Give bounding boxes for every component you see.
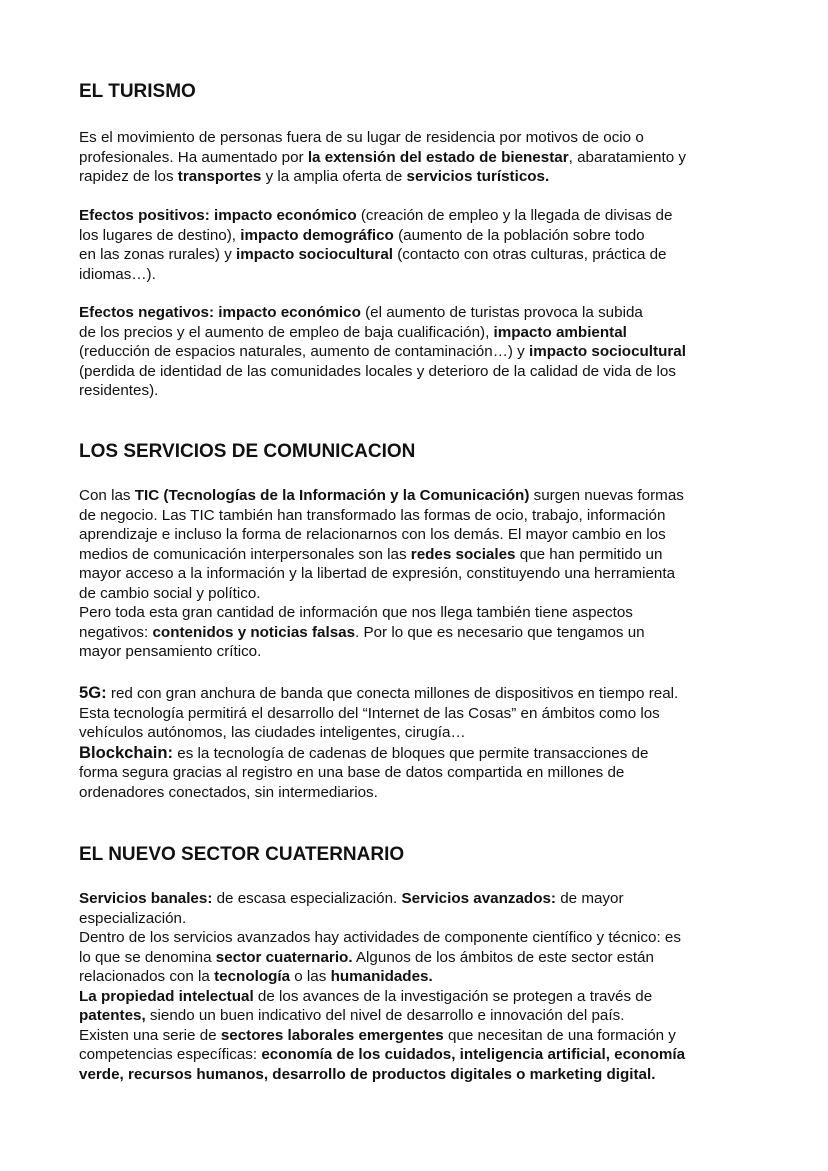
text-run: es la tecnología de cadenas de bloques que permite transacciones de bbox=[173, 744, 649, 762]
paragraph-efectos-positivos bbox=[79, 206, 759, 284]
text-run: . Por lo que es necesario que tengamos un bbox=[355, 623, 645, 641]
paragraph-tic bbox=[79, 486, 759, 662]
text-run: Algunos de los ámbitos de este sector están bbox=[352, 948, 654, 966]
bold-term: La propiedad intelectual bbox=[79, 987, 254, 1005]
bold-term: impacto ambiental bbox=[493, 323, 627, 341]
text-run: de negocio. Las TIC también han transformado las formas de ocio, trabajo, información bbox=[79, 506, 666, 524]
text-run: de escasa especialización. bbox=[212, 890, 402, 907]
text-run: Esta tecnología permitirá el desarrollo del “Internet de las Cosas” en ámbitos como los bbox=[79, 704, 660, 722]
text-run: negativos: bbox=[79, 623, 153, 641]
paragraph-efectos-negativos bbox=[79, 303, 759, 401]
text-run: (contacto con otras culturas, práctica de bbox=[393, 246, 667, 263]
text-run: aprendizaje e incluso la forma de relacionarnos con los demás. El mayor cambio en los bbox=[79, 526, 666, 543]
text-run: (perdida de identidad de las comunidades locales y deterioro de la calidad de vida de los bbox=[79, 362, 676, 380]
text-run: siendo un buen indicativo del nivel de desarrollo e innovación del país. bbox=[145, 1007, 625, 1024]
bold-term: impacto demográfico bbox=[240, 226, 394, 244]
text-run: rapidez de los bbox=[79, 168, 178, 185]
bold-term: patentes, bbox=[79, 1007, 146, 1024]
text-run: los lugares de destino), bbox=[79, 226, 241, 244]
bold-term: verde, recursos humanos, desarrollo de productos digitales o marketing digital. bbox=[79, 1065, 656, 1083]
text-run: lo que se denomina bbox=[79, 948, 216, 966]
bold-term: tecnología bbox=[214, 968, 291, 985]
text-run: competencias específicas: bbox=[79, 1046, 262, 1063]
text-run: Pero toda esta gran cantidad de información que nos llega también tiene aspectos bbox=[79, 604, 633, 621]
paragraph-turismo-intro bbox=[79, 128, 759, 187]
text-run: profesionales. Ha aumentado por bbox=[79, 148, 308, 166]
text-run: (el aumento de turistas provoca la subida bbox=[360, 304, 643, 321]
text-run: medios de comunicación interpersonales son las bbox=[79, 545, 411, 563]
bold-term: sector cuaternario. bbox=[215, 948, 353, 966]
bold-term: Servicios avanzados: bbox=[401, 890, 556, 907]
text-run: en las zonas rurales) y bbox=[79, 246, 237, 263]
bold-term: humanidades. bbox=[330, 968, 433, 985]
text-run: y la amplia oferta de bbox=[261, 168, 407, 185]
text-run: mayor pensamiento crítico. bbox=[79, 643, 262, 660]
text-run: Es el movimiento de personas fuera de su lugar de residencia por motivos de ocio o bbox=[79, 129, 644, 146]
section-title-turismo: EL TURISMO bbox=[79, 81, 196, 102]
text-run: o las bbox=[290, 968, 331, 985]
bold-term: Efectos negativos: impacto económico bbox=[79, 304, 361, 321]
text-run: especialización. bbox=[79, 909, 187, 927]
paragraph-cuaternario bbox=[79, 889, 759, 1084]
text-run: (creación de empleo y la llegada de divisas de bbox=[356, 207, 673, 224]
bold-term: Blockchain: bbox=[79, 742, 174, 762]
bold-term: TIC (Tecnologías de la Información y la Comunicación) bbox=[134, 487, 530, 504]
text-run: (reducción de espacios naturales, aumento de contaminación…) y bbox=[79, 343, 529, 360]
bold-term: Efectos positivos: impacto económico bbox=[79, 207, 357, 224]
section-title-cuaternario: EL NUEVO SECTOR CUATERNARIO bbox=[79, 844, 405, 865]
paragraph-5g-blockchain bbox=[79, 683, 759, 802]
text-run: de los precios y el aumento de empleo de baja cualificación), bbox=[79, 323, 494, 341]
text-run: Con las bbox=[79, 487, 135, 504]
text-run: de los avances de la investigación se protegen a través de bbox=[253, 987, 653, 1005]
text-run: , abaratamiento y bbox=[568, 148, 686, 166]
bold-term: economía de los cuidados, inteligencia artificial, economía bbox=[261, 1046, 686, 1063]
bold-term: servicios turísticos. bbox=[406, 168, 550, 185]
text-run: red con gran anchura de banda que conecta millones de dispositivos en tiempo real. bbox=[106, 685, 679, 702]
text-run: vehículos autónomos, las ciudades inteligentes, cirugía… bbox=[79, 724, 466, 741]
text-run: (aumento de la población sobre todo bbox=[393, 226, 645, 244]
text-run: que necesitan de una formación y bbox=[443, 1026, 676, 1044]
bold-term: sectores laborales emergentes bbox=[220, 1026, 444, 1044]
text-run: ordenadores conectados, sin intermediarios. bbox=[79, 783, 378, 801]
bold-term: 5G: bbox=[79, 683, 107, 702]
text-run: mayor acceso a la información y la libertad de expresión, constituyendo una herramienta bbox=[79, 565, 676, 582]
bold-term: transportes bbox=[177, 168, 262, 185]
text-run: de cambio social y político. bbox=[79, 584, 261, 602]
section-title-comunicacion: LOS SERVICIOS DE COMUNICACION bbox=[79, 441, 416, 462]
text-run: Dentro de los servicios avanzados hay actividades de componente científico y técnico: es bbox=[79, 929, 681, 946]
bold-term: redes sociales bbox=[410, 545, 516, 563]
bold-term: Servicios banales: bbox=[79, 890, 213, 907]
bold-term: la extensión del estado de bienestar bbox=[307, 148, 569, 166]
text-run: surgen nuevas formas bbox=[529, 487, 684, 504]
bold-term: contenidos y noticias falsas bbox=[152, 623, 356, 641]
text-run: Existen una serie de bbox=[79, 1026, 221, 1044]
text-run: relacionados con la bbox=[79, 968, 215, 985]
text-run: que han permitido un bbox=[515, 545, 663, 563]
text-run: de mayor bbox=[556, 890, 624, 907]
text-run: forma segura gracias al registro en una base de datos compartida en millones de bbox=[79, 764, 625, 781]
bold-term: impacto sociocultural bbox=[236, 246, 393, 263]
text-run: residentes). bbox=[79, 382, 159, 399]
bold-term: impacto sociocultural bbox=[528, 343, 686, 360]
text-run: idiomas…). bbox=[79, 265, 156, 283]
